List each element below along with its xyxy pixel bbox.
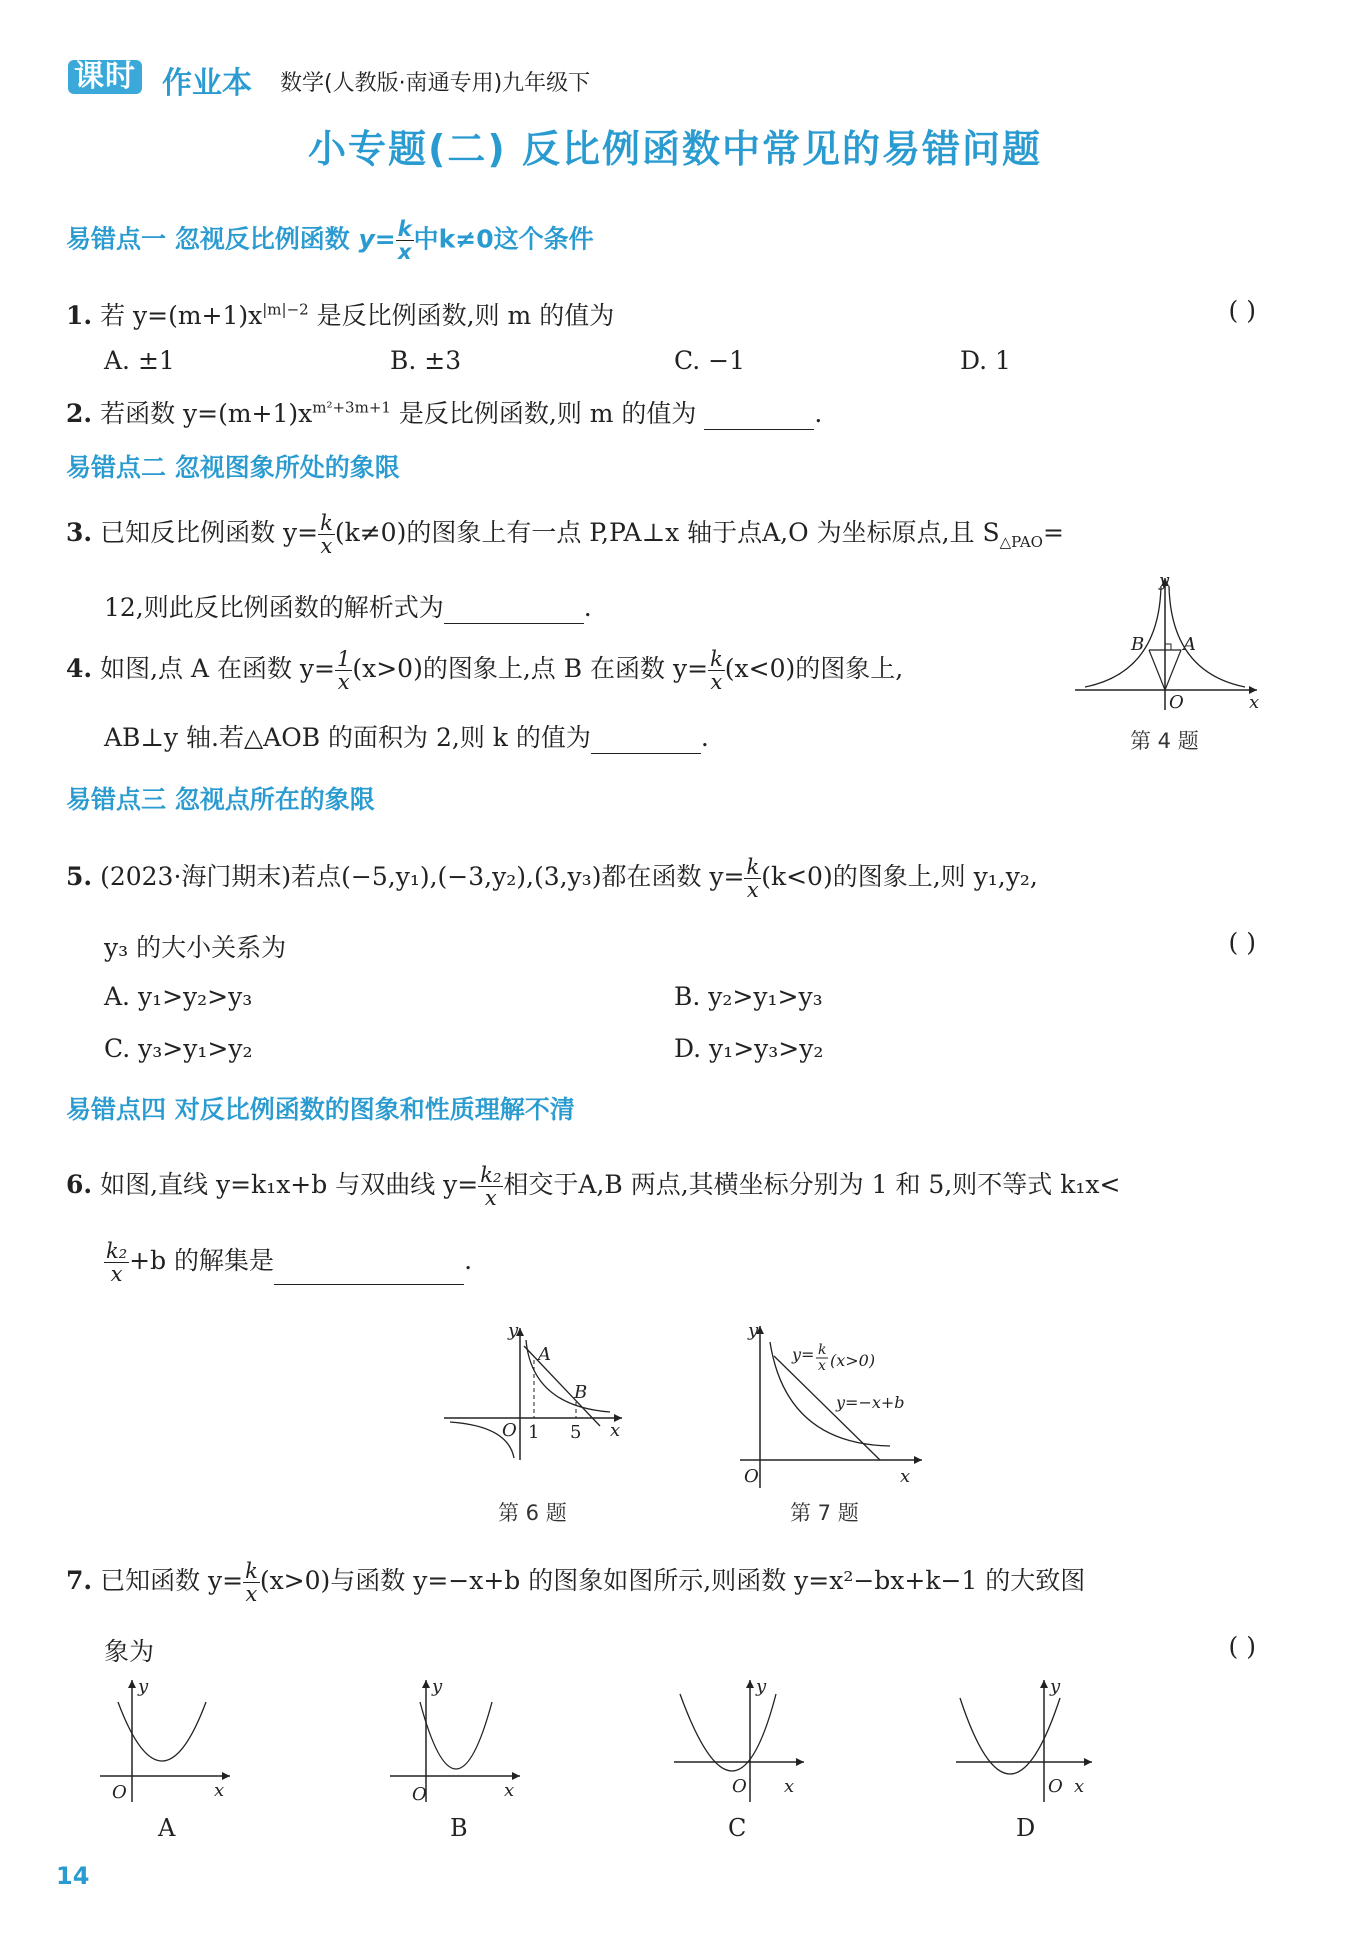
q1-option-a: A. ±1 [104,346,175,375]
svg-text:A: A [1183,634,1196,655]
svg-text:x: x [504,1780,515,1801]
svg-text:O: O [732,1776,747,1797]
q7-option-a-graph [96,1676,236,1806]
question-5-line2: y₃ 的大小关系为 [104,933,287,962]
figure-q6 [440,1322,630,1462]
question-7-line2: 象为 [104,1637,155,1666]
svg-text:x: x [1249,692,1260,712]
section-4-heading: 易错点四 对反比例函数的图象和性质理解不清 [66,1095,575,1124]
svg-text:B: B [574,1382,588,1403]
svg-text:O: O [744,1466,759,1487]
q5-option-b: B. y₂>y₁>y₃ [674,982,823,1011]
q5-option-d: D. y₁>y₃>y₂ [674,1034,824,1063]
svg-text:y: y [756,1676,767,1697]
svg-text:x: x [818,1358,826,1374]
svg-text:x: x [900,1466,911,1487]
svg-text:k: k [818,1342,827,1358]
section-3-heading: 易错点三 忽视点所在的象限 [66,785,375,814]
q5-option-c: C. y₃>y₁>y₂ [104,1034,253,1063]
svg-text:y: y [1159,572,1170,591]
q1-option-c: C. −1 [674,346,745,375]
question-4: 4. 如图,点 A 在函数 y= $\frac{1}{x}$ (x>0)的图象上,点 B 在函数 y= $\frac{k}{x}$ (x<0)的图象上, [66,647,904,694]
q7-option-b-graph [386,1676,526,1806]
svg-text:y: y [748,1320,759,1341]
svg-text:O: O [1048,1776,1063,1797]
svg-text:O: O [1169,692,1184,712]
svg-text:x: x [610,1420,621,1441]
section-1-heading: 易错点一 忽视反比例函数 y= $\frac{k}{x}$ 中k≠0这个条件 [66,217,594,264]
svg-text:A: A [538,1344,551,1365]
svg-text:x: x [214,1780,225,1801]
svg-text:y: y [1050,1676,1061,1697]
q5-option-a: A. y₁>y₂>y₃ [104,982,253,1011]
svg-text:x: x [784,1776,795,1797]
question-3-line2: 12,则此反比例函数的解析式为 . [104,593,592,622]
svg-text:x: x [1074,1776,1085,1797]
caption-q7: 第 7 题 [790,1501,859,1525]
series-logo: 课时 [68,60,142,94]
figure-q7 [730,1320,940,1490]
caption-q6: 第 6 题 [498,1501,567,1525]
question-5: 5. (2023·海门期末)若点(−5,y₁),(−3,y₂),(3,y₃)都在函数 y= $\frac{k}{x}$ (k<0)的图象上,则 y₁,y₂, [66,855,1038,902]
book-name: 作业本 [162,66,252,101]
q1-option-b: B. ±3 [390,346,462,375]
page-title: 小专题(二) 反比例函数中常见的易错问题 [308,127,1042,171]
svg-text:(x>0): (x>0) [830,1351,876,1370]
q7-option-c-graph [670,1676,810,1806]
answer-paren-7: ( ) [1228,1632,1256,1661]
svg-text:1: 1 [528,1422,540,1443]
svg-text:O: O [412,1784,427,1805]
question-2: 2. 若函数 $y=(m+1)x^{m^2+3m+1}$ 是反比例函数,则 m 的值为 . [66,398,823,428]
q7-option-d-label: D [1016,1814,1036,1842]
answer-paren-5: ( ) [1228,928,1256,957]
svg-text:O: O [502,1420,517,1441]
svg-text:B: B [1131,634,1145,655]
section-2-heading: 易错点二 忽视图象所处的象限 [66,453,400,482]
caption-q4: 第 4 题 [1130,729,1199,753]
svg-text:5: 5 [570,1422,582,1443]
question-4-line2: AB⊥y 轴.若△AOB 的面积为 2,则 k 的值为 . [104,723,709,752]
subject-info: 数学(人教版·南通专用)九年级下 [280,71,591,96]
svg-text:y=−x+b: y=−x+b [836,1393,905,1412]
svg-text:y: y [432,1676,443,1697]
q7-option-a-label: A [158,1814,176,1842]
fraction: $\frac{k}{x}$ [397,217,412,264]
figure-q4 [1065,572,1265,712]
svg-text:y=: y= [792,1345,815,1364]
question-3: 3. 已知反比例函数 y= $\frac{k}{x}$ (k≠0)的图象上有一点 P,PA⊥x 轴于点A,O 为坐标原点,且 $S_{\triangle PAO}=$ [66,511,1064,558]
q7-option-c-label: C [728,1814,747,1842]
svg-text:y: y [138,1676,149,1697]
page-number: 14 [56,1862,90,1890]
question-6: 6. 如图,直线 y=k₁x+b 与双曲线 y= $\frac{\text{k₂}}{x}$ 相交于A,B 两点,其横坐标分别为 1 和 5,则不等式 k₁x< [66,1163,1121,1210]
svg-text:O: O [112,1782,127,1803]
answer-paren-1: ( ) [1228,296,1256,325]
q7-option-d-graph [952,1676,1102,1806]
question-1: 1. 若 $y=(m+1)x^{|m|-2}$ 是反比例函数,则 m 的值为 [66,300,615,330]
q1-option-d: D. 1 [960,346,1011,375]
question-6-line2: $\frac{\text{k₂}}{x}$ +b 的解集是 . [106,1239,473,1286]
question-7: 7. 已知函数 y= $\frac{k}{x}$ (x>0)与函数 y=−x+b 的图象如图所示,则函数 y=x²−bx+k−1 的大致图 [66,1559,1086,1606]
q7-option-b-label: B [450,1814,468,1842]
svg-text:y: y [508,1322,519,1341]
